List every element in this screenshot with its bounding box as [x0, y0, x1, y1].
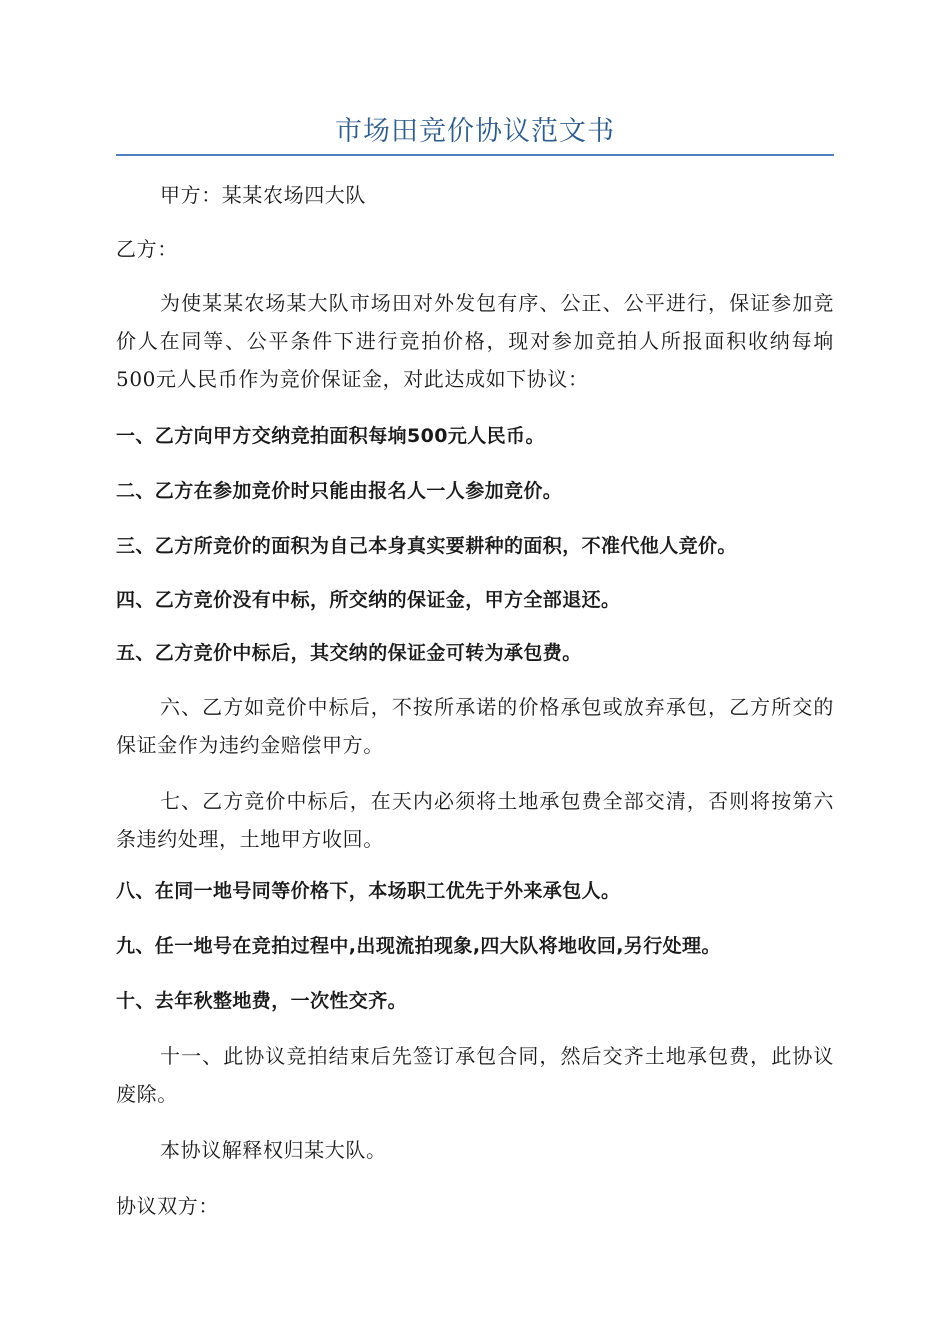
clause-7: 七、乙方竞价中标后，在天内必须将土地承包费全部交清，否则将按第六条违约处理，土地甲方收回。 — [116, 789, 834, 851]
clause-9: 九、任一地号在竞拍过程中,出现流拍现象,四大队将地收回,另行处理。 — [116, 935, 721, 957]
clause-8: 八、在同一地号同等价格下，本场职工优先于外来承包人。 — [116, 880, 621, 902]
party-a-line: 甲方：某某农场四大队 — [160, 183, 366, 207]
interpretation-line: 本协议解释权归某大队。 — [160, 1138, 387, 1162]
title-divider — [116, 154, 834, 156]
document-title: 市场田竞价协议范文书 — [335, 116, 615, 147]
clause-6: 六、乙方如竞价中标后，不按所承诺的价格承包或放弃承包，乙方所交的保证金作为违约金赔偿甲方。 — [116, 695, 834, 757]
clause-4: 四、乙方竞价没有中标，所交纳的保证金，甲方全部退还。 — [116, 589, 621, 611]
clause-2: 二、乙方在参加竞价时只能由报名人一人参加竞价。 — [116, 480, 563, 502]
clause-1: 一、乙方向甲方交纳竞拍面积每垧500元人民币。 — [116, 425, 545, 447]
party-b-line: 乙方： — [116, 237, 178, 261]
signatories-line: 协议双方： — [116, 1194, 219, 1218]
clause-10: 十、去年秋整地费，一次性交齐。 — [116, 990, 408, 1012]
clause-5: 五、乙方竞价中标后，其交纳的保证金可转为承包费。 — [116, 642, 582, 664]
clause-3: 三、乙方所竞价的面积为自己本身真实要耕种的面积，不准代他人竞价。 — [116, 535, 737, 557]
preamble-paragraph: 为使某某农场某大队市场田对外发包有序、公正、公平进行，保证参加竞价人在同等、公平条件下进行竞拍价格，现对参加竞拍人所报面积收纳每垧500元人民币作为竞价保证金，对此达成如下协议： — [116, 291, 834, 391]
clause-11: 十一、此协议竞拍结束后先签订承包合同，然后交齐土地承包费，此协议废除。 — [116, 1044, 834, 1106]
